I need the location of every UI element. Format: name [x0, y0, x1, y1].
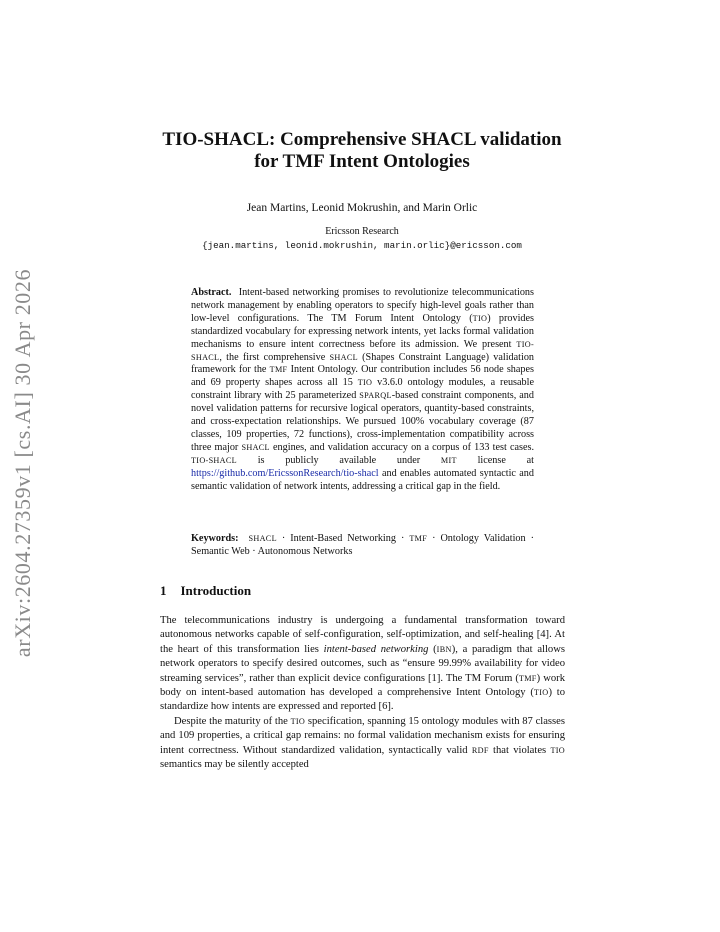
abstract-smallcaps: SPARQL [359, 391, 392, 401]
body-text: that violates [488, 744, 551, 756]
keywords [191, 533, 534, 559]
title-line-1: TIO-SHACL: Comprehensive SHACL validation [162, 129, 562, 150]
affiliation-block [110, 225, 614, 253]
abstract-smallcaps: SHACL [329, 352, 358, 362]
body-smallcaps: TMF [518, 673, 537, 683]
arxiv-identifier: arXiv:2604.27359v1 [cs.AI] 30 Apr 2026 [10, 268, 36, 658]
section-number: 1 [160, 583, 167, 598]
body-smallcaps: TIO [550, 745, 565, 755]
title-line-2: for TMF Intent Ontologies [254, 151, 470, 172]
body-text: The telecommunications industry is undergoing a fundamental transformation toward autonomous networks capable of self-configuration, self-optimization, and self-healing [4]. At the heart of this transformation lies [160, 615, 565, 655]
intro-paragraph-2 [160, 715, 565, 773]
body-smallcaps: TIO [290, 716, 306, 726]
abstract-text: license at [456, 454, 534, 466]
author-emails: {jean.martins, leonid.mokrushin, marin.orlic}@ericsson.com [202, 240, 522, 251]
abstract-text: is publicly available under [236, 454, 441, 466]
abstract-text: and enables automated syntactic and semantic validation of network intents, addressing a critical gap in the field. [191, 467, 534, 492]
intro-paragraph-1 [160, 614, 565, 715]
abstract-smallcaps: TIO [357, 378, 373, 388]
keyword-text: · Intent-Based Networking · [276, 533, 410, 544]
arxiv-identifier-stamp [2, 224, 44, 702]
github-link[interactable]: https://github.com/EricssonResearch/tio-shacl [191, 467, 379, 479]
keyword-text: · Ontology Validation · Semantic Web · Autonomous Networks [191, 533, 534, 557]
abstract-text: Intent-based networking promises to revolutionize telecommunications network management by enabling operators to specify high-level goals rather than low-level configurations. The TM Forum Intent Ontology ( [191, 287, 534, 324]
abstract-text: (Shapes Constraint Language) validation framework for the [191, 351, 535, 376]
abstract-smallcaps: MIT [440, 455, 457, 465]
body-text: specification, spanning 15 ontology modules with 87 classes and 109 properties, a critical gap remains: no formal validation mechanism exists for ensuring intent correctness. Without standardized validation, syntactically valid [160, 715, 565, 756]
abstract [191, 287, 534, 494]
abstract-smallcaps: TMF [269, 365, 288, 375]
paper-title [110, 129, 614, 173]
body-emphasis: intent-based networking [323, 643, 429, 655]
abstract-text: -based constraint components, and novel validation patterns for recursive logical operators, quantity-based constraints, and cross-expectation relationships. We pursued 100% vocabulary coverage (87 classes, 109 properties, 72 functions), cross-implementation compatibility across three major [191, 390, 534, 453]
keywords-label: Keywords: [191, 533, 239, 544]
keyword-smallcaps: SHACL [248, 534, 277, 543]
body-text: ( [428, 643, 437, 655]
body-text: ) work body on intent-based automation has developed a comprehensive Intent Ontology ( [160, 672, 566, 699]
author-list: Jean Martins, Leonid Mokrushin, and Marin Orlic [246, 202, 478, 214]
body-smallcaps: IBN [436, 644, 452, 654]
abstract-smallcaps: TIO-SHACL [191, 455, 237, 465]
abstract-text: engines, and validation accuracy on a corpus of 133 test cases. [269, 441, 534, 453]
section-title: Introduction [180, 583, 252, 598]
abstract-text: ) provides standardized vocabulary for expressing network intents, yet lacks formal validation mechanisms to ensure intent correctness before its admission. We present [191, 312, 534, 350]
body-text: semantics may be silently accepted [160, 759, 309, 771]
body-smallcaps: TIO [533, 688, 549, 698]
body-text: Despite the maturity of the [174, 715, 291, 727]
keyword-smallcaps: TMF [409, 534, 428, 543]
body-text: ) to standardize how intents are expressed and reported [6]. [160, 687, 565, 713]
abstract-smallcaps: SHACL [241, 442, 270, 452]
introduction-body [160, 614, 565, 772]
abstract-text: Intent Ontology. Our contribution includes 56 node shapes and 69 property shapes across all 15 [191, 364, 534, 389]
affiliation: Ericsson Research [325, 226, 399, 237]
section-heading [160, 583, 251, 599]
abstract-text: v3.6.0 ontology modules, a reusable constraint library with 25 parameterized [191, 377, 534, 402]
abstract-smallcaps: TIO [472, 313, 488, 323]
body-text: ), a paradigm that allows network operators to specify desired outcomes, such as “ensure 99.99% availability for video streaming services”, rather than explicit device configurations [1]. The TM Forum ( [160, 643, 565, 684]
abstract-smallcaps: TIO-SHACL [191, 339, 534, 362]
abstract-label: Abstract. [191, 287, 232, 298]
abstract-text: , the first comprehensive [219, 351, 330, 363]
body-smallcaps: RDF [471, 745, 489, 755]
